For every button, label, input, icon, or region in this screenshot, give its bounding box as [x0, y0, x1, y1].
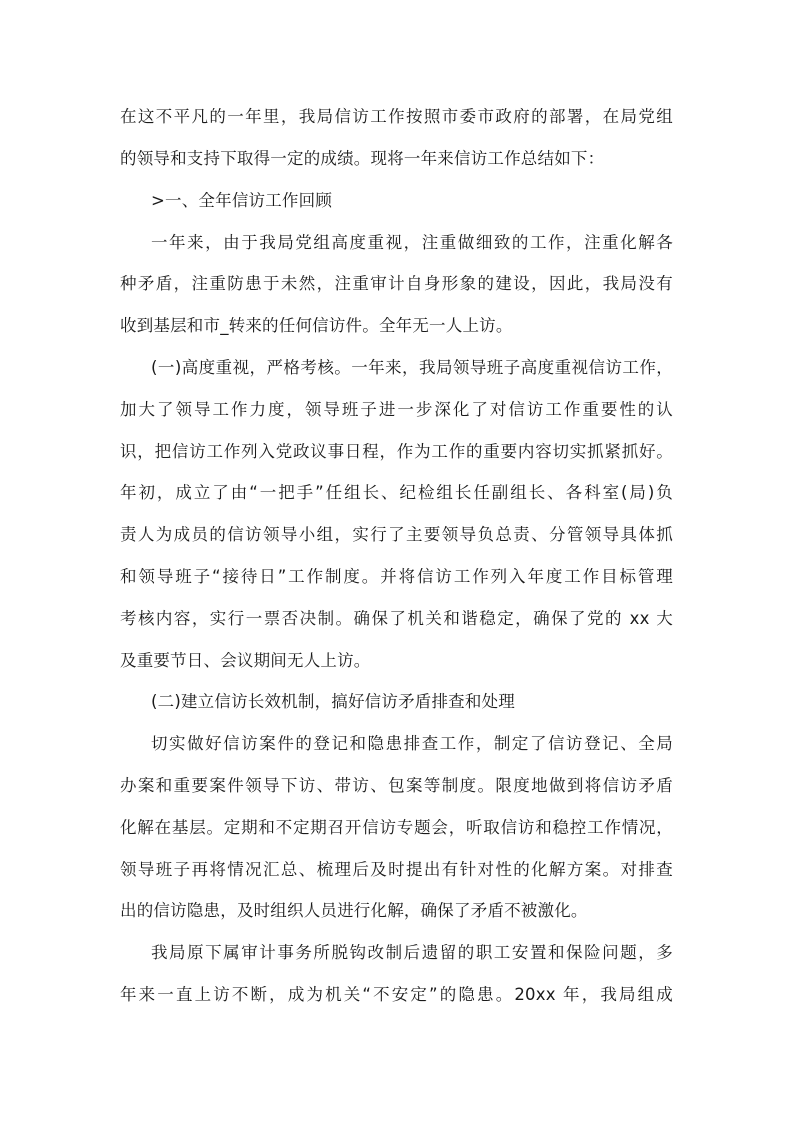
text-line-1: 在这不平凡的一年里，我局信访工作按照市委市政府的部署，在局党组: [120, 107, 673, 126]
text-line-5: 种矛盾，注重防患于未然，注重审计自身形象的建设，因此，我局没有: [120, 274, 673, 293]
text-line-22: 年来一直上访不断，成为机关“不安定”的隐患。20xx 年，我局组成: [120, 985, 673, 1004]
text-line-12: 和领导班子“接待日”工作制度。并将信访工作列入年度工作目标管理: [120, 567, 673, 586]
text-line-18: 化解在基层。定期和不定期召开信访专题会，听取信访和稳控工作情况，: [120, 818, 673, 837]
text-line-16: 切实做好信访案件的登记和隐患排查工作，制定了信访登记、全局: [151, 734, 673, 753]
text-line-14: 及重要节日、会议期间无人上访。: [120, 651, 371, 670]
text-line-20: 出的信访隐患，及时组织人员进行化解，确保了矛盾不被激化。: [120, 901, 588, 920]
section-heading-1: >一、全年信访工作回顾: [151, 191, 333, 210]
text-line-10: 年初，成立了由“一把手”任组长、纪检组长任副组长、各科室(局)负: [120, 483, 673, 502]
text-line-9: 识，把信访工作列入党政议事日程，作为工作的重要内容切实抓紧抓好。: [120, 442, 673, 461]
text-line-4: 一年来，由于我局党组高度重视，注重做细致的工作，注重化解各: [151, 233, 673, 252]
text-line-21: 我局原下属审计事务所脱钩改制后遗留的职工安置和保险问题，多: [151, 943, 673, 962]
text-line-8: 加大了领导工作力度，领导班子进一步深化了对信访工作重要性的认: [120, 400, 673, 419]
section-heading-2: (二)建立信访长效机制，搞好信访矛盾排查和处理: [151, 692, 515, 711]
text-line-19: 领导班子再将情况汇总、梳理后及时提出有针对性的化解方案。对排查: [120, 860, 673, 879]
text-line-6: 收到基层和市_转来的任何信访件。全年无一人上访。: [120, 316, 513, 335]
text-line-2: 的领导和支持下取得一定的成绩。现将一年来信访工作总结如下：: [120, 149, 605, 168]
text-line-17: 办案和重要案件领导下访、带访、包案等制度。限度地做到将信访矛盾: [120, 776, 673, 795]
text-line-13: 考核内容，实行一票否决制。确保了机关和谐稳定，确保了党的 xx 大: [120, 609, 673, 628]
text-line-7: (一)高度重视，严格考核。一年来，我局领导班子高度重视信访工作，: [151, 358, 673, 377]
text-line-11: 责人为成员的信访领导小组，实行了主要领导负总责、分管领导具体抓: [120, 525, 673, 544]
